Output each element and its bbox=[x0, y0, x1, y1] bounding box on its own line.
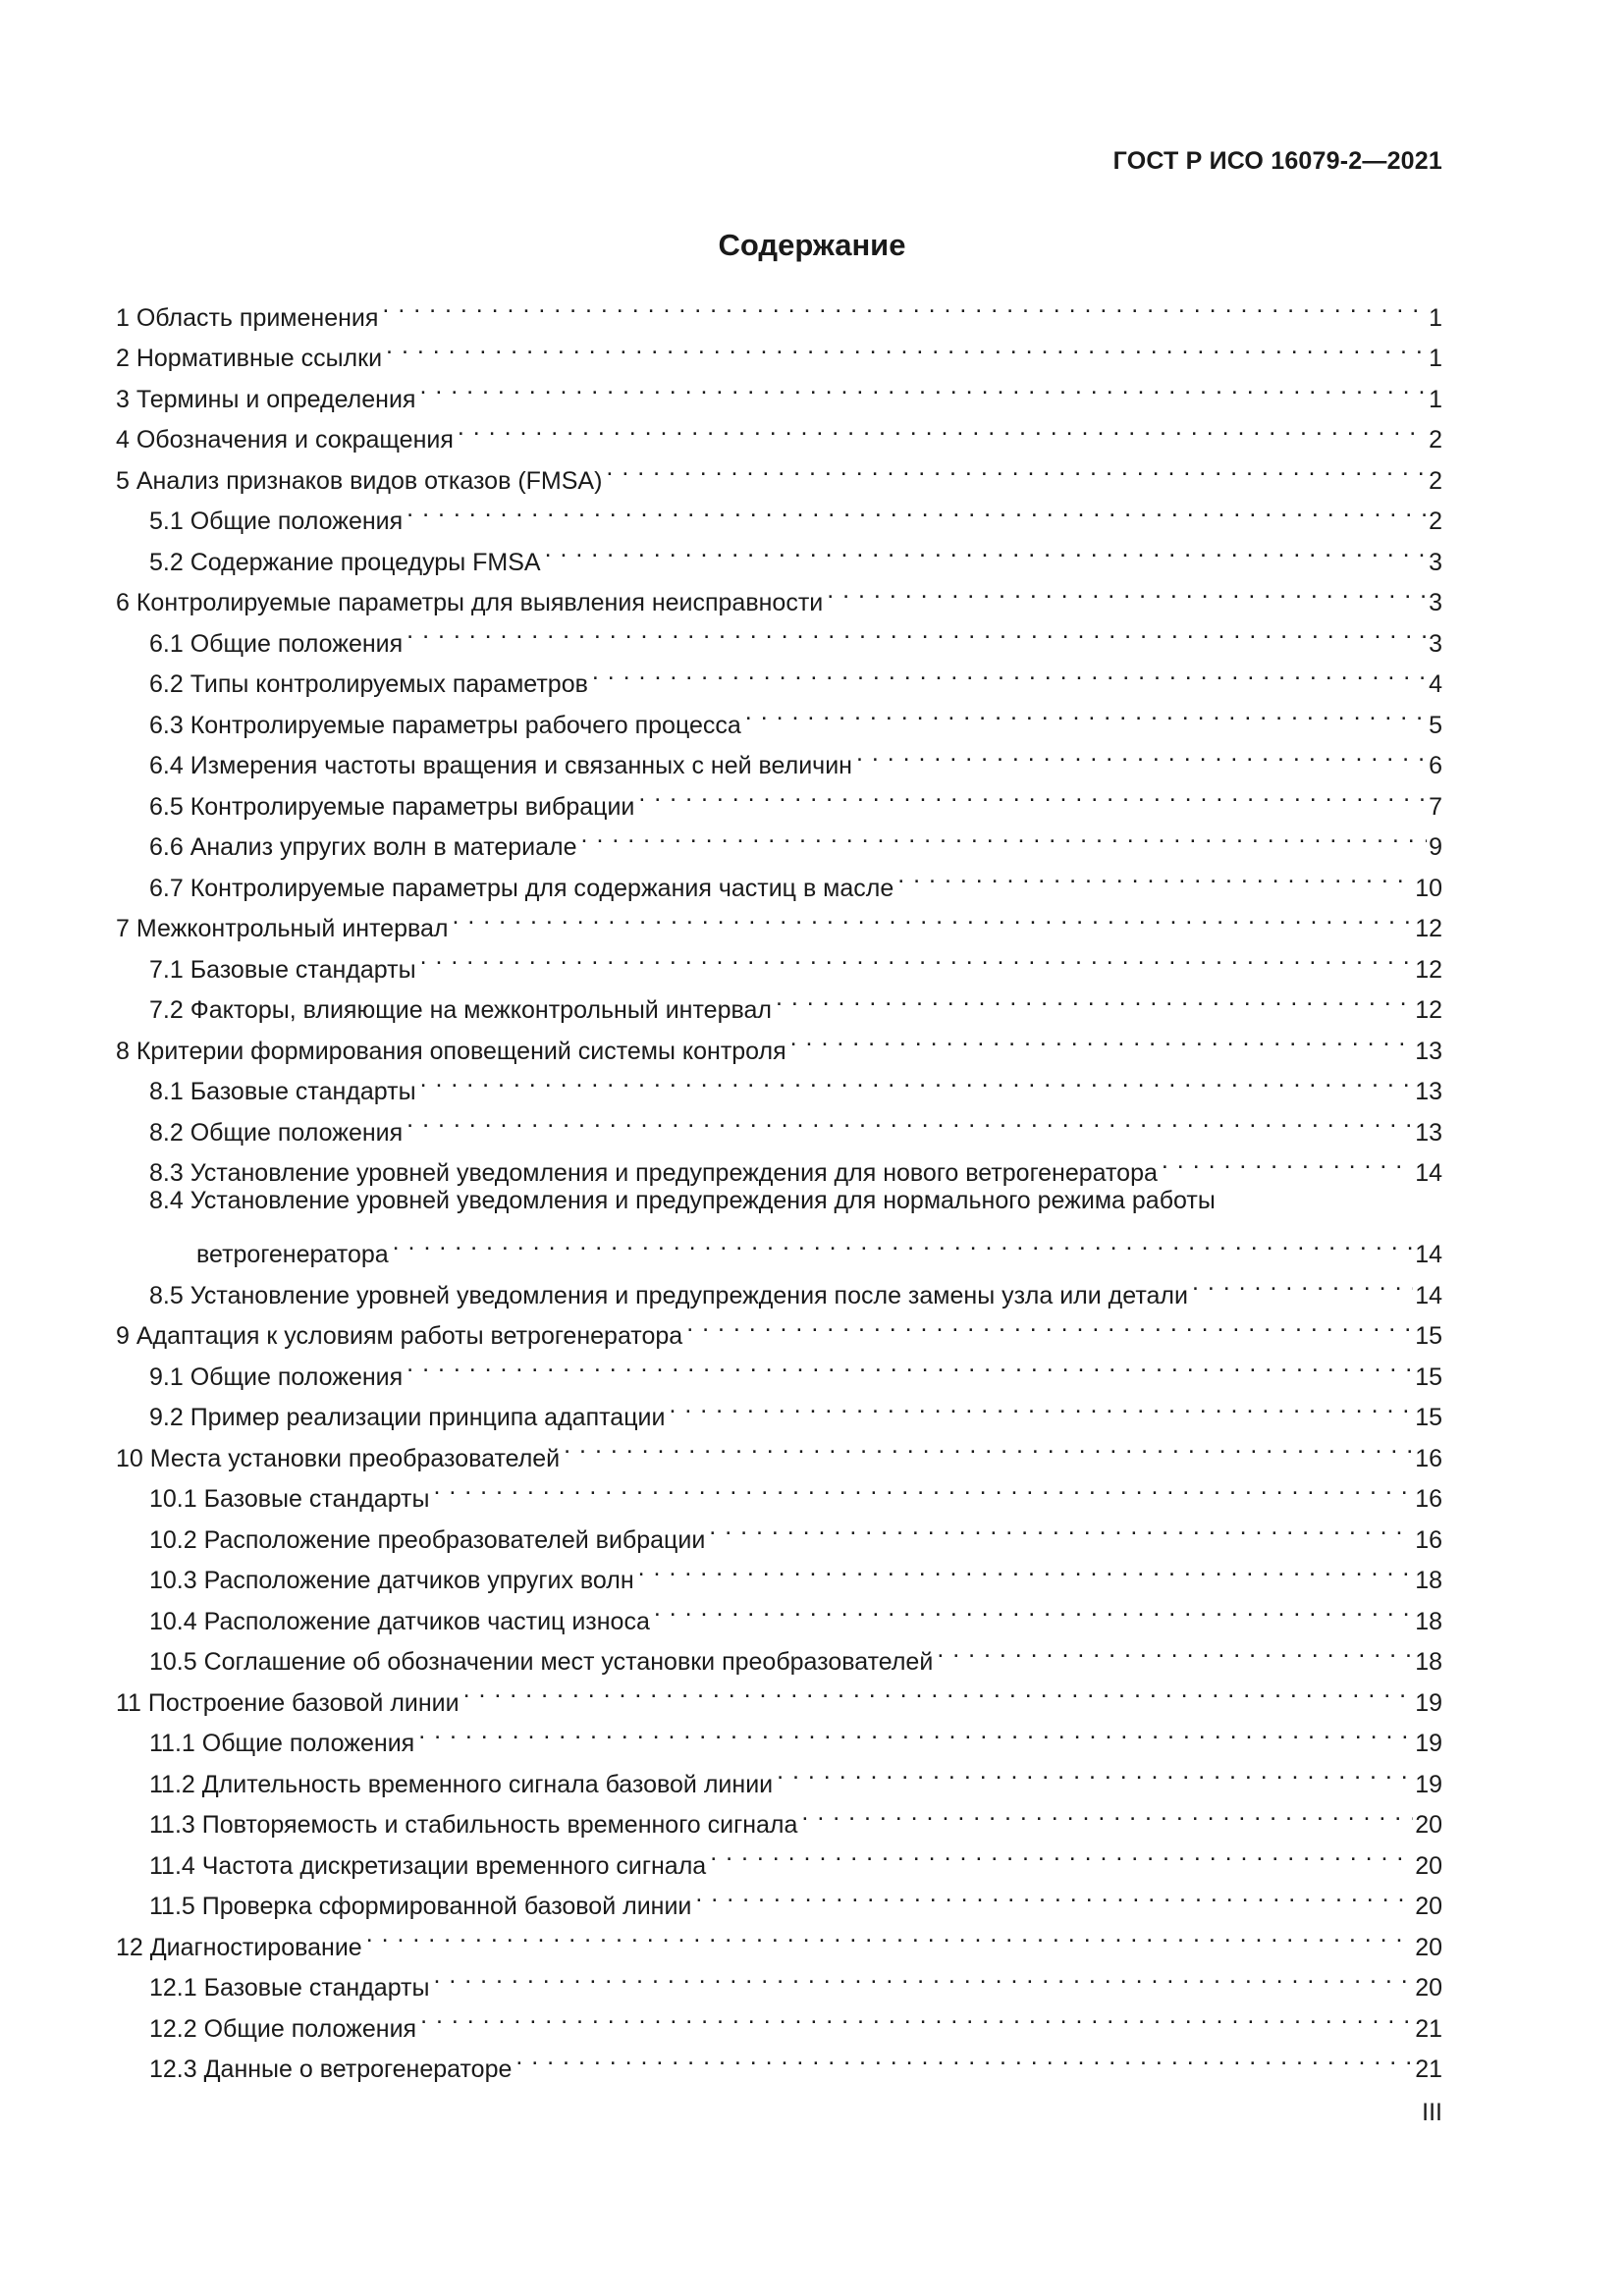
toc-entry-text: 6 Контролируемые параметры для выявления неисправности bbox=[116, 589, 824, 616]
dot-leader bbox=[606, 448, 1427, 489]
dot-leader bbox=[406, 611, 1427, 652]
dot-leader bbox=[790, 1018, 1414, 1059]
toc-entry-text: 9 Адаптация к условиям работы ветрогенератора bbox=[116, 1322, 683, 1350]
toc-entry-page: 1 bbox=[1429, 345, 1442, 372]
toc-entry-page: 10 bbox=[1415, 874, 1442, 902]
toc-entry-page: 20 bbox=[1415, 1893, 1442, 1920]
toc-entry-text: 11.4 Частота дискретизации временного сигнала bbox=[149, 1851, 707, 1880]
dot-leader bbox=[433, 1467, 1413, 1508]
dot-leader bbox=[406, 1344, 1413, 1385]
toc-entry-text: 11.2 Длительность временного сигнала базовой линии bbox=[149, 1770, 774, 1798]
toc-entry-page: 3 bbox=[1429, 548, 1442, 576]
toc-entry-page: 5 bbox=[1429, 711, 1442, 739]
dot-leader bbox=[777, 1751, 1413, 1792]
toc-entry-page: 12 bbox=[1415, 955, 1442, 984]
toc-entry-page: 21 bbox=[1415, 2056, 1442, 2083]
dot-leader bbox=[776, 978, 1413, 1019]
dot-leader bbox=[745, 692, 1427, 733]
toc-entry-text: 10.4 Расположение датчиков частиц износа bbox=[149, 1607, 650, 1635]
toc-entry-text: 7 Межконтрольный интервал bbox=[116, 915, 449, 942]
toc-entry-page: 9 bbox=[1429, 833, 1442, 861]
dot-leader bbox=[419, 366, 1427, 407]
toc-entry-text: 3 Термины и определения bbox=[116, 385, 416, 413]
dot-leader bbox=[458, 407, 1427, 449]
dot-leader bbox=[592, 652, 1427, 693]
toc-entry-page: 16 bbox=[1415, 1485, 1442, 1513]
toc-entry-text: 6.1 Общие положения bbox=[149, 629, 404, 658]
dot-leader bbox=[545, 529, 1428, 570]
dot-leader bbox=[937, 1629, 1413, 1671]
toc-entry-page: 4 bbox=[1429, 670, 1442, 698]
toc-entry-page: 1 bbox=[1429, 303, 1442, 332]
toc-entry-text: 11.3 Повторяемость и стабильность временного сигнала bbox=[149, 1811, 798, 1839]
dot-leader bbox=[382, 285, 1427, 326]
toc-entry-page: 21 bbox=[1415, 2014, 1442, 2043]
toc-entry-page: 16 bbox=[1415, 1444, 1442, 1472]
toc-entry-text: 8.3 Установление уровней уведомления и предупреждения для нового ветрогенератора bbox=[149, 1159, 1158, 1187]
toc-entry-page: 14 bbox=[1415, 1159, 1442, 1187]
toc-entry-page: 20 bbox=[1415, 1851, 1442, 1880]
toc-entry-page: 18 bbox=[1415, 1607, 1442, 1635]
toc-entry-page: 14 bbox=[1415, 1241, 1442, 1268]
toc-entry-page: 7 bbox=[1429, 792, 1442, 821]
toc-entry-text: 12.3 Данные о ветрогенераторе bbox=[149, 2056, 513, 2083]
toc-entry-page: 6 bbox=[1429, 752, 1442, 779]
toc-entry-text: 4 Обозначения и сокращения bbox=[116, 426, 454, 454]
toc-entry-page: 14 bbox=[1415, 1281, 1442, 1309]
toc-entry-text: 5.1 Общие положения bbox=[149, 507, 404, 535]
dot-leader bbox=[695, 1874, 1413, 1915]
dot-leader bbox=[406, 489, 1427, 530]
table-of-contents bbox=[116, 285, 1442, 2083]
toc-entry-text: 7.2 Факторы, влияющие на межконтрольный интервал bbox=[149, 996, 772, 1024]
toc-entry-text: 10.1 Базовые стандарты bbox=[149, 1485, 430, 1513]
toc-entry-text: 11.5 Проверка сформированной базовой линии bbox=[149, 1893, 692, 1920]
dot-leader bbox=[856, 733, 1427, 774]
dot-leader bbox=[638, 1548, 1414, 1589]
toc-entry-text: 6.5 Контролируемые параметры вибрации bbox=[149, 792, 635, 821]
toc-entry-page: 2 bbox=[1429, 426, 1442, 454]
toc-entry-page: 20 bbox=[1415, 1811, 1442, 1839]
toc-entry-text: 11.1 Общие положения bbox=[149, 1730, 415, 1757]
toc-entry-page: 13 bbox=[1415, 1037, 1442, 1065]
toc-entry-text: 8.4 Установление уровней уведомления и предупреждения для нормального режима работы bbox=[149, 1187, 1216, 1214]
toc-entry-page: 13 bbox=[1415, 1078, 1442, 1105]
toc-entry-text: 6.3 Контролируемые параметры рабочего процесса bbox=[149, 711, 741, 739]
toc-entry-text: 12.2 Общие положения bbox=[149, 2014, 417, 2043]
dot-leader bbox=[1162, 1141, 1413, 1182]
dot-leader bbox=[897, 855, 1413, 896]
toc-entry-text: 9.1 Общие положения bbox=[149, 1362, 404, 1391]
page-number: III bbox=[1422, 2099, 1442, 2126]
toc-entry-text: 8 Критерии формирования оповещений системы контроля bbox=[116, 1037, 786, 1065]
toc-entry-text-continued: ветрогенератора bbox=[196, 1241, 389, 1268]
dot-leader bbox=[654, 1588, 1413, 1629]
dot-leader bbox=[406, 1099, 1413, 1141]
toc-entry-page: 15 bbox=[1415, 1362, 1442, 1391]
toc-entry-text: 9.2 Пример реализации принципа адаптации bbox=[149, 1404, 666, 1431]
dot-leader bbox=[709, 1507, 1413, 1548]
toc-entry-text: 6.6 Анализ упругих волн в материале bbox=[149, 833, 577, 861]
dot-leader bbox=[386, 326, 1427, 367]
dot-leader bbox=[686, 1304, 1413, 1345]
dot-leader bbox=[564, 1425, 1413, 1467]
toc-entry-page: 1 bbox=[1429, 385, 1442, 413]
dot-leader bbox=[1192, 1262, 1413, 1304]
toc-entry[interactable] bbox=[116, 1181, 1442, 1268]
toc-entry-page: 20 bbox=[1415, 1933, 1442, 1961]
toc-entry-page: 15 bbox=[1415, 1322, 1442, 1350]
toc-entry-text: 11 Построение базовой линии bbox=[116, 1688, 460, 1717]
toc-entry-text: 5.2 Содержание процедуры FMSA bbox=[149, 548, 541, 576]
dot-leader bbox=[638, 774, 1427, 815]
dot-leader bbox=[463, 1670, 1414, 1711]
dot-leader bbox=[433, 1955, 1413, 1997]
toc-entry-page: 2 bbox=[1429, 507, 1442, 535]
dot-leader bbox=[366, 1914, 1414, 1955]
toc-entry-text: 8.1 Базовые стандарты bbox=[149, 1078, 416, 1105]
dot-leader bbox=[420, 936, 1414, 978]
dot-leader bbox=[801, 1792, 1413, 1834]
toc-entry-page: 12 bbox=[1415, 996, 1442, 1024]
toc-entry-page: 19 bbox=[1415, 1730, 1442, 1757]
dot-leader bbox=[827, 570, 1427, 612]
toc-entry-page: 16 bbox=[1415, 1525, 1442, 1554]
dot-leader bbox=[581, 815, 1428, 856]
toc-entry-text: 12 Диагностирование bbox=[116, 1933, 362, 1961]
toc-entry-page: 12 bbox=[1415, 915, 1442, 942]
toc-entry-text: 7.1 Базовые стандарты bbox=[149, 955, 416, 984]
dot-leader bbox=[393, 1222, 1414, 1263]
toc-entry-text: 2 Нормативные ссылки bbox=[116, 345, 383, 372]
toc-entry-text: 10.5 Соглашение об обозначении мест установки преобразователей bbox=[149, 1648, 934, 1676]
toc-entry-text: 6.4 Измерения частоты вращения и связанных с ней величин bbox=[149, 752, 852, 779]
document-code: ГОСТ Р ИСО 16079-2—2021 bbox=[1112, 147, 1442, 175]
dot-leader bbox=[420, 1996, 1413, 2037]
toc-entry-page: 19 bbox=[1415, 1688, 1442, 1717]
toc-entry-page: 13 bbox=[1415, 1118, 1442, 1147]
toc-entry-text: 10.2 Расположение преобразователей вибрации bbox=[149, 1525, 706, 1554]
dot-leader bbox=[710, 1833, 1413, 1874]
dot-leader bbox=[420, 1059, 1414, 1100]
toc-entry-text: 8.5 Установление уровней уведомления и предупреждения после замены узла или детали bbox=[149, 1281, 1188, 1309]
toc-entry-page: 18 bbox=[1415, 1567, 1442, 1594]
dot-leader bbox=[418, 1711, 1413, 1752]
toc-entry-page: 18 bbox=[1415, 1648, 1442, 1676]
toc-entry-page: 2 bbox=[1429, 466, 1442, 495]
dot-leader bbox=[515, 2037, 1413, 2078]
toc-entry-text: 10.3 Расположение датчиков упругих волн bbox=[149, 1567, 634, 1594]
toc-title: Содержание bbox=[718, 228, 906, 262]
toc-entry[interactable] bbox=[116, 285, 1442, 332]
toc-entry-page: 3 bbox=[1429, 629, 1442, 658]
toc-entry-page: 15 bbox=[1415, 1404, 1442, 1431]
toc-entry-text: 8.2 Общие положения bbox=[149, 1118, 404, 1147]
toc-entry-text: 12.1 Базовые стандарты bbox=[149, 1974, 430, 2002]
toc-entry-text: 6.2 Типы контролируемых параметров bbox=[149, 670, 588, 698]
toc-entry-page: 19 bbox=[1415, 1770, 1442, 1798]
toc-entry-page: 20 bbox=[1415, 1974, 1442, 2002]
toc-entry-page: 3 bbox=[1429, 589, 1442, 616]
toc-entry-text: 5 Анализ признаков видов отказов (FMSA) bbox=[116, 466, 603, 495]
toc-entry-text: 10 Места установки преобразователей bbox=[116, 1444, 561, 1472]
toc-entry-text: 1 Область применения bbox=[116, 303, 379, 332]
toc-entry-text: 6.7 Контролируемые параметры для содержания частиц в масле bbox=[149, 874, 894, 902]
dot-leader bbox=[452, 896, 1413, 937]
dot-leader bbox=[669, 1385, 1413, 1426]
